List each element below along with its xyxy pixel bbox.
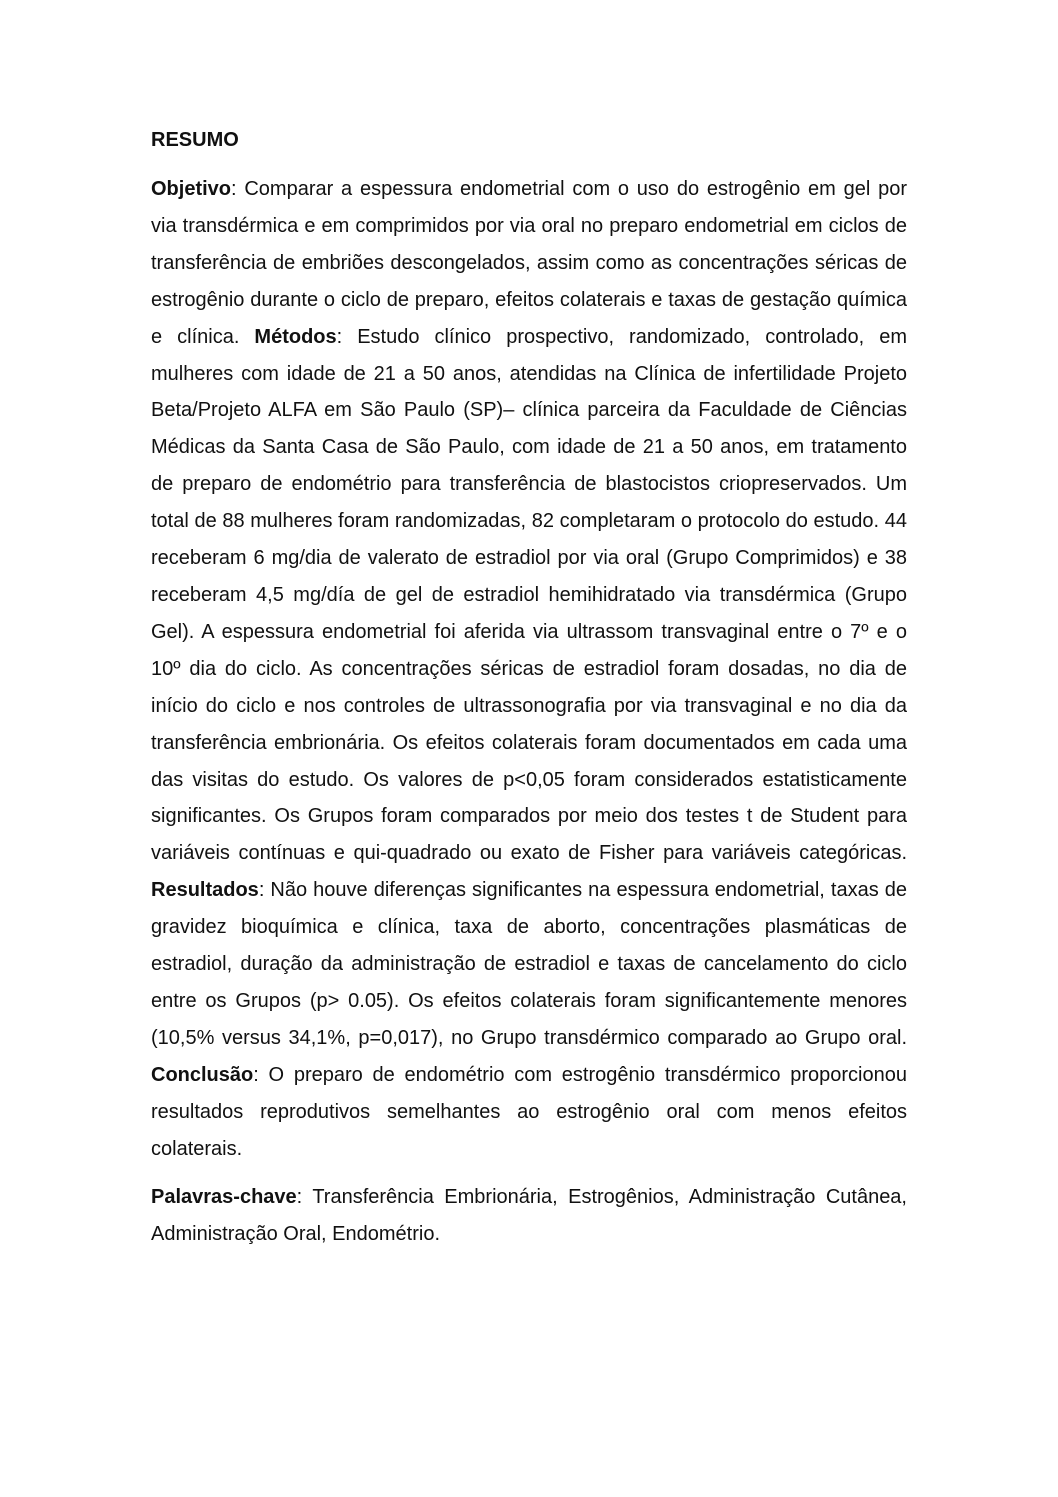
keywords-paragraph xyxy=(151,1179,907,1253)
document-page xyxy=(151,122,907,1253)
keywords-label: Palavras-chave xyxy=(151,1186,297,1209)
resultados-label: Resultados xyxy=(151,879,259,902)
section-heading: RESUMO xyxy=(151,129,239,151)
conclusao-label: Conclusão xyxy=(151,1063,254,1086)
resultados-text: : Não houve diferenças significantes na espessura endometrial, taxas de gravidez bioquímica e clínica, taxa de aborto, concentrações plasmáticas de estradiol, duração da administração de estradiol e taxas de cancelamento do ciclo entre os Grupos (p> 0.05). Os efeitos colaterais foram significantemente menores (10,5% versus 34,1%, p=0,017), no Grupo transdérmico comparado ao Grupo oral. xyxy=(151,879,907,1049)
metodos-text: : Estudo clínico prospectivo, randomizado, controlado, em mulheres com idade de 21 a 50 anos, atendidas na Clínica de infertilidade Projeto Beta/Projeto ALFA em São Paulo (SP)– clínica parceira da Faculdade de Ciências Médicas da Santa Casa de São Paulo, com idade de 21 a 50 anos, em tratamento de preparo de endométrio para transferência de blastocistos criopreservados. Um total de 88 mulheres foram randomizadas, 82 completaram o protocolo do estudo. 44 receberam 6 mg/dia de valerato de estradiol por via oral (Grupo Comprimidos) e 38 receberam 4,5 mg/día de gel de estradiol hemihidratado via transdérmica (Grupo Gel). A espessura endometrial foi aferida via ultrassom transvaginal entre o 7º e o 10º dia do ciclo. As concentrações séricas de estradiol foram dosadas, no dia de início do ciclo e nos controles de ultrassonografia por via transvaginal e no dia da transferência embrionária. Os efeitos colaterais foram documentados em cada uma das visitas do estudo. Os valores de p<0,05 foram considerados estatisticamente significantes. Os Grupos foram comparados por meio dos testes t de Student para variáveis contínuas e qui-quadrado ou exato de Fisher para variáveis categóricas. xyxy=(151,325,907,865)
keywords-text: : Transferência Embrionária, Estrogênios, Administração Cutânea, Administração Oral, Endométrio. xyxy=(151,1186,907,1246)
objetivo-text: : Comparar a espessura endometrial com o uso do estrogênio em gel por via transdérmica e em comprimidos por via oral no preparo endometrial em ciclos de transferência de embriões descongelados, assim como as concentrações séricas de estrogênio durante o ciclo de preparo, efeitos colaterais e taxas de gestação química e clínica. xyxy=(151,178,907,348)
abstract-paragraph xyxy=(151,171,907,1167)
objetivo-label: Objetivo xyxy=(151,178,232,200)
conclusao-text: : O preparo de endométrio com estrogênio transdérmico proporcionou resultados reprodutivos semelhantes ao estrogênio oral com menos efeitos colaterais. xyxy=(151,1063,907,1160)
metodos-label: Métodos xyxy=(254,325,337,348)
